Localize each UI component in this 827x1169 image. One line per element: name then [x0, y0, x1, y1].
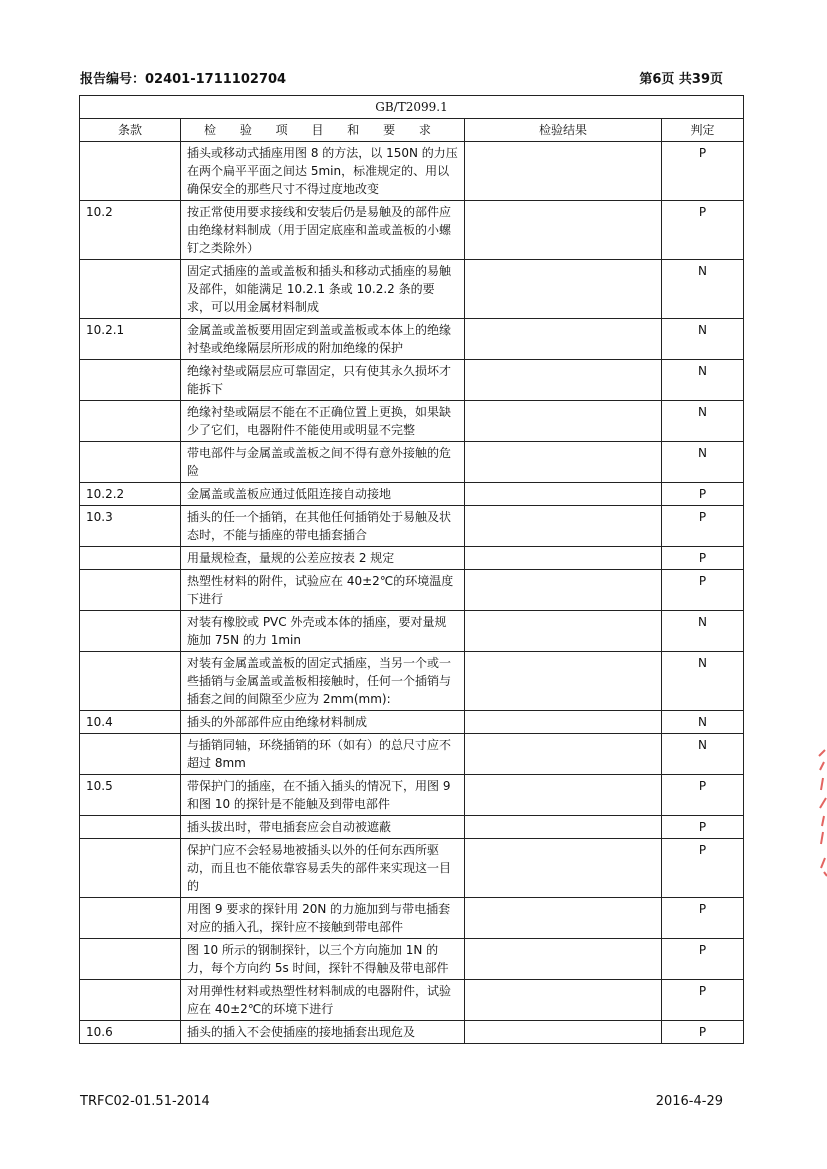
table-row [80, 201, 744, 260]
result-cell [465, 360, 662, 401]
clause-cell: 10.3 [80, 506, 181, 547]
col-header-clause: 条款 [80, 119, 181, 142]
clause-cell [80, 652, 181, 711]
table-row [80, 360, 744, 401]
verdict-cell: P [662, 201, 744, 260]
verdict-cell: N [662, 319, 744, 360]
requirement-cell: 热塑性材料的附件，试验应在 40±2℃的环境温度下进行 [181, 570, 465, 611]
clause-cell [80, 898, 181, 939]
verdict-cell: P [662, 816, 744, 839]
requirement-cell: 对用弹性材料或热塑性材料制成的电器附件，试验应在 40±2℃的环境下进行 [181, 980, 465, 1021]
verdict-cell: N [662, 360, 744, 401]
result-cell [465, 839, 662, 898]
result-cell [465, 775, 662, 816]
result-cell [465, 711, 662, 734]
result-cell [465, 816, 662, 839]
table-row [80, 260, 744, 319]
requirement-cell: 图 10 所示的钢制探针，以三个方向施加 1N 的力，每个方向约 5s 时间，探针不得触及带电部件 [181, 939, 465, 980]
result-cell [465, 319, 662, 360]
clause-cell [80, 734, 181, 775]
requirement-cell: 对装有橡胶或 PVC 外壳或本体的插座，要对量规施加 75N 的力 1min [181, 611, 465, 652]
table-row [80, 547, 744, 570]
result-cell [465, 939, 662, 980]
clause-cell: 10.2.1 [80, 319, 181, 360]
clause-cell [80, 442, 181, 483]
requirement-cell: 带保护门的插座，在不插入插头的情况下，用图 9 和图 10 的探针是不能触及到带电部件 [181, 775, 465, 816]
verdict-cell: P [662, 483, 744, 506]
requirement-cell: 插头的任一个插销，在其他任何插销处于易触及状态时，不能与插座的带电插套插合 [181, 506, 465, 547]
result-cell [465, 201, 662, 260]
table-row [80, 442, 744, 483]
clause-cell [80, 839, 181, 898]
requirement-cell: 带电部件与金属盖或盖板之间不得有意外接触的危险 [181, 442, 465, 483]
verdict-cell: N [662, 611, 744, 652]
col-header-result: 检验结果 [465, 119, 662, 142]
clause-cell [80, 260, 181, 319]
table-row [80, 401, 744, 442]
result-cell [465, 547, 662, 570]
clause-cell: 10.2 [80, 201, 181, 260]
requirement-cell: 金属盖或盖板要用固定到盖或盖板或本体上的绝缘衬垫或绝缘隔层所形成的附加绝缘的保护 [181, 319, 465, 360]
requirement-cell: 用量规检查，量规的公差应按表 2 规定 [181, 547, 465, 570]
page-indicator: 第6页 共39页 [639, 72, 723, 87]
requirement-cell: 绝缘衬垫或隔层不能在不正确位置上更换，如果缺少了它们，电器附件不能使用或明显不完整 [181, 401, 465, 442]
result-cell [465, 570, 662, 611]
result-cell [465, 506, 662, 547]
verdict-cell: N [662, 652, 744, 711]
result-cell [465, 1021, 662, 1044]
verdict-cell: P [662, 547, 744, 570]
requirement-cell: 插头的外部部件应由绝缘材料制成 [181, 711, 465, 734]
form-number: TRFC02-01.51-2014 [80, 1094, 210, 1109]
table-row [80, 611, 744, 652]
table-row [80, 775, 744, 816]
requirement-cell: 插头拔出时，带电插套应会自动被遮蔽 [181, 816, 465, 839]
clause-cell [80, 547, 181, 570]
result-cell [465, 652, 662, 711]
result-cell [465, 980, 662, 1021]
clause-cell: 10.5 [80, 775, 181, 816]
verdict-cell: P [662, 775, 744, 816]
red-stamp-fragment [815, 748, 827, 878]
verdict-cell: N [662, 401, 744, 442]
table-row [80, 816, 744, 839]
requirement-cell: 保护门应不会轻易地被插头以外的任何东西所驱动，而且也不能依靠容易丢失的部件来实现这一目的 [181, 839, 465, 898]
result-cell [465, 260, 662, 319]
result-cell [465, 611, 662, 652]
result-cell [465, 483, 662, 506]
result-cell [465, 734, 662, 775]
requirement-cell: 插头或移动式插座用图 8 的方法，以 150N 的力压在两个扁平平面之间达 5min，标准规定的、用以确保安全的那些尺寸不得过度地改变 [181, 142, 465, 201]
verdict-cell: P [662, 142, 744, 201]
verdict-cell: N [662, 734, 744, 775]
table-row [80, 734, 744, 775]
verdict-cell: P [662, 1021, 744, 1044]
requirement-cell: 用图 9 要求的探针用 20N 的力施加到与带电插套对应的插入孔，探针应不接触到带电部件 [181, 898, 465, 939]
requirement-cell: 与插销同轴，环绕插销的环（如有）的总尺寸应不超过 8mm [181, 734, 465, 775]
requirement-cell: 固定式插座的盖或盖板和插头和移动式插座的易触及部件，如能满足 10.2.1 条或 10.2.2 条的要求，可以用金属材料制成 [181, 260, 465, 319]
col-header-requirement: 检 验 项 目 和 要 求 [181, 119, 465, 142]
verdict-cell: N [662, 711, 744, 734]
verdict-cell: P [662, 980, 744, 1021]
requirement-cell: 插头的插入不会使插座的接地插套出现危及 [181, 1021, 465, 1044]
column-header-row [80, 119, 744, 142]
clause-cell [80, 401, 181, 442]
clause-cell: 10.6 [80, 1021, 181, 1044]
verdict-cell: P [662, 506, 744, 547]
result-cell [465, 142, 662, 201]
standard-row [80, 96, 744, 119]
table-row [80, 711, 744, 734]
result-cell [465, 898, 662, 939]
table-row [80, 980, 744, 1021]
col-header-verdict: 判定 [662, 119, 744, 142]
clause-cell: 10.4 [80, 711, 181, 734]
verdict-cell: P [662, 570, 744, 611]
table-row [80, 1021, 744, 1044]
issue-date: 2016-4-29 [655, 1094, 723, 1109]
table-row [80, 898, 744, 939]
verdict-cell: P [662, 898, 744, 939]
table-row [80, 652, 744, 711]
table-row [80, 506, 744, 547]
requirement-cell: 按正常使用要求接线和安装后仍是易触及的部件应由绝缘材料制成（用于固定底座和盖或盖板的小螺钉之类除外） [181, 201, 465, 260]
result-cell [465, 401, 662, 442]
standard-title: GB/T2099.1 [80, 96, 744, 119]
requirement-cell: 金属盖或盖板应通过低阻连接自动接地 [181, 483, 465, 506]
clause-cell [80, 570, 181, 611]
table-row [80, 142, 744, 201]
verdict-cell: P [662, 939, 744, 980]
verdict-cell: N [662, 260, 744, 319]
clause-cell [80, 816, 181, 839]
table-row [80, 483, 744, 506]
table-row [80, 839, 744, 898]
clause-cell: 10.2.2 [80, 483, 181, 506]
clause-cell [80, 939, 181, 980]
table-row [80, 570, 744, 611]
requirement-cell: 绝缘衬垫或隔层应可靠固定，只有使其永久损坏才能拆下 [181, 360, 465, 401]
table-row [80, 939, 744, 980]
requirement-cell: 对装有金属盖或盖板的固定式插座，当另一个或一些插销与金属盖或盖板相接触时，任何一个插销与插套之间的间隙至少应为 2mm(mm): [181, 652, 465, 711]
table-row [80, 319, 744, 360]
clause-cell [80, 142, 181, 201]
verdict-cell: P [662, 839, 744, 898]
clause-cell [80, 980, 181, 1021]
inspection-table [79, 95, 744, 1044]
verdict-cell: N [662, 442, 744, 483]
clause-cell [80, 611, 181, 652]
report-number: 报告编号：02401-1711102704 [80, 72, 287, 87]
result-cell [465, 442, 662, 483]
clause-cell [80, 360, 181, 401]
